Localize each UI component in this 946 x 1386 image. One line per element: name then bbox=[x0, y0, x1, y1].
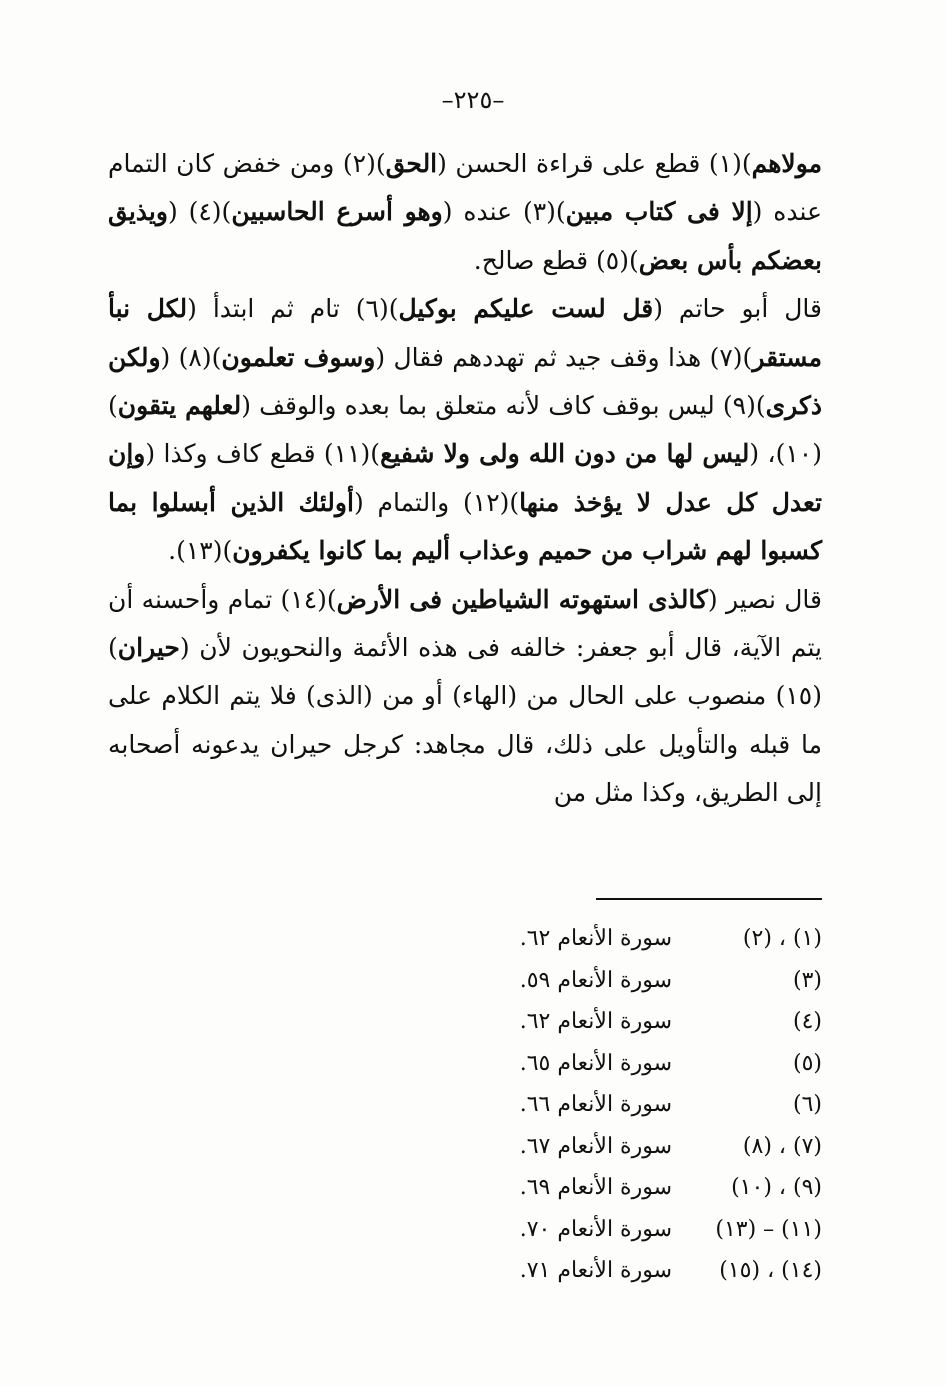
commentary-text: )(١٤) تمام وأحسنه أن يتم الآية، قال أبو جعفر: خالفه فى هذه الأئمة والنحويون لأن ( bbox=[108, 584, 822, 663]
footnote-source: سورة الأنعام ٦٢. bbox=[519, 1009, 672, 1034]
quranic-quote: الحق bbox=[385, 149, 438, 178]
main-text bbox=[108, 140, 822, 818]
commentary-text: )(٤) ( bbox=[167, 197, 232, 227]
commentary-text: )(٥) قطع صالح. bbox=[473, 245, 639, 275]
commentary-text: قال أبو حاتم ( bbox=[653, 294, 822, 324]
footnote-source: سورة الأنعام ٦٩. bbox=[519, 1175, 672, 1200]
footnote-source: سورة الأنعام ٧١. bbox=[519, 1258, 672, 1283]
footnote-source: سورة الأنعام ٧٠. bbox=[519, 1216, 672, 1242]
footnote-refs: (١١) – (١٣) bbox=[715, 1216, 822, 1242]
commentary-text: )(٢) ومن خفض كان التمام عنده ( bbox=[108, 149, 822, 227]
commentary-text: )(٧) هذا وقف جيد ثم تهددهم فقال ( bbox=[375, 342, 753, 372]
footnote-refs: (٩) ، (١٠) bbox=[731, 1175, 822, 1200]
quranic-quote: ولكن ذكرى bbox=[108, 342, 822, 421]
commentary-text: )(٨) ( bbox=[160, 342, 222, 372]
quranic-quote: أولئك الذين أبسلوا بما كسبوا لهم شراب من حميم وعذاب أليم بما كانوا يكفرون bbox=[108, 487, 822, 566]
quranic-quote: وسوف تعلمون bbox=[221, 342, 376, 372]
commentary-text: )(١٥) منصوب على الحال من (الهاء) أو من (الذى) فلا يتم الكلام على ما قبله والتأويل على ذلك، قال مجاهد: كرجل حيران يدعونه أصحابه إلى الطريق، وكذا مثل من bbox=[108, 633, 822, 808]
commentary-text: )(٣) عنده ( bbox=[442, 197, 566, 227]
quranic-quote: وهو أسرع الحاسبين bbox=[231, 197, 443, 227]
footnote-refs: (٦) bbox=[792, 1092, 822, 1117]
footnote-item bbox=[470, 1126, 822, 1168]
quranic-quote: كالذى استهوته الشياطين فى الأرض bbox=[336, 584, 708, 614]
quranic-quote: قل لست عليكم بوكيل bbox=[398, 294, 654, 324]
footnote-source: سورة الأنعام ٦٧. bbox=[519, 1133, 672, 1159]
footnote-source: سورة الأنعام ٦٦. bbox=[519, 1092, 672, 1117]
footnote-refs: (١٤) ، (١٥) bbox=[719, 1258, 822, 1283]
commentary-text: قال نصير ( bbox=[707, 584, 822, 614]
paragraph bbox=[108, 285, 822, 575]
commentary-text: )(٦) تام ثم ابتدأ ( bbox=[187, 294, 399, 324]
quranic-quote: إلا فى كتاب مبين bbox=[565, 197, 753, 227]
commentary-text: )(١١) قطع كاف وكذا ( bbox=[145, 439, 381, 469]
footnote-separator bbox=[596, 898, 822, 900]
footnote-item bbox=[470, 1167, 822, 1209]
quranic-quote: لعلهم يتقون bbox=[117, 391, 242, 421]
commentary-text: )(١) قطع على قراءة الحسن ( bbox=[437, 149, 752, 178]
footnote-refs: (٧) ، (٨) bbox=[742, 1133, 822, 1159]
commentary-text: )(٩) ليس بوقف كاف لأنه متعلق بما بعده والوقف ( bbox=[241, 391, 766, 421]
footnote-source: سورة الأنعام ٦٥. bbox=[519, 1050, 672, 1076]
footnote-refs: (١) ، (٢) bbox=[742, 926, 822, 951]
quranic-quote: لكل نبأ مستقر bbox=[108, 294, 822, 372]
footnote-refs: (٣) bbox=[792, 967, 822, 993]
footnote-item bbox=[470, 1250, 822, 1292]
paragraph bbox=[108, 576, 822, 818]
footnote-item bbox=[470, 1001, 822, 1043]
paragraph bbox=[108, 140, 822, 285]
footnote-source: سورة الأنعام ٥٩. bbox=[519, 967, 672, 993]
commentary-text: )(١٣). bbox=[168, 536, 233, 566]
quranic-quote: حيران bbox=[117, 633, 180, 663]
footnote-source: سورة الأنعام ٦٢. bbox=[519, 926, 672, 951]
quranic-quote: وإن تعدل كل عدل لا يؤخذ منها bbox=[108, 439, 822, 517]
footnote-item bbox=[470, 1043, 822, 1085]
footnote-item bbox=[470, 918, 822, 960]
commentary-text: )(١٢) والتمام ( bbox=[353, 487, 520, 517]
footnotes bbox=[470, 918, 822, 1292]
footnote-item bbox=[470, 1084, 822, 1126]
footnote-refs: (٤) bbox=[792, 1009, 822, 1034]
commentary-text: )(١٠)، ( bbox=[108, 391, 822, 469]
quranic-quote: ويذيق بعضكم بأس بعض bbox=[108, 197, 822, 275]
quranic-quote: مولاهم bbox=[751, 149, 822, 178]
footnote-refs: (٥) bbox=[792, 1050, 822, 1076]
footnote-item bbox=[470, 1209, 822, 1251]
page-number: –٢٢٥– bbox=[441, 86, 505, 114]
footnote-item bbox=[470, 960, 822, 1002]
quranic-quote: ليس لها من دون الله ولى ولا شفيع bbox=[380, 439, 750, 469]
